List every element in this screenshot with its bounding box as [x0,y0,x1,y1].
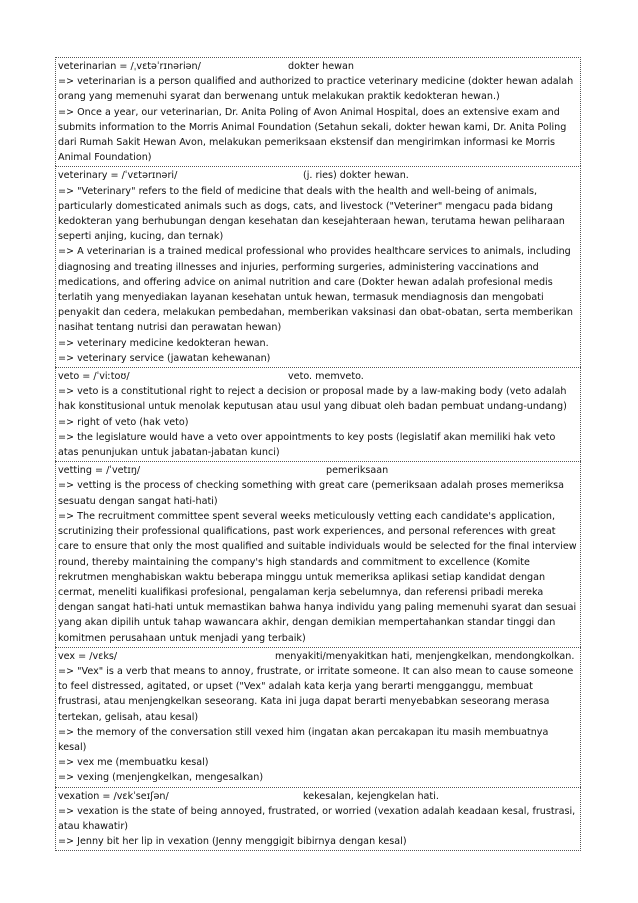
entry-term: vetting = /ˈvetɪŋ/ [58,465,141,477]
entry-line: => veterinary service (jawatan kehewanan) [58,352,271,364]
entry-line: => veto is a constitutional right to reject a decision or proposal made by a law-making body (veto adalah hak konstitusional untuk menolak keputusan atau usul yang dibuat oleh badan pembuat undang-undang) [58,386,567,413]
entry-vexation [55,787,581,852]
entry-translation: veto. memveto. [288,371,364,383]
entry-term: veto = /ˈviːtoʊ/ [58,371,130,383]
entry-veterinarian [55,57,581,166]
entry-translation: menyakiti/menyakitkan hati, menjengkelkan, mendongkolkan. [275,650,575,662]
entry-term: veterinary = /ˈvɛtərɪnəri/ [58,170,178,182]
entry-line: => vexation is the state of being annoyed, frustrated, or worried (vexation adalah keadaan kesal, frustrasi, atau khawatir) [58,805,576,832]
entry-term: vex = /vɛks/ [58,650,118,662]
entry-line: => Once a year, our veterinarian, Dr. Anita Poling of Avon Animal Hospital, does an extensive exam and submits information to the Morris Animal Foundation (Setahun sekali, dokter hewan kami, Dr. Anita Poling dari Rumah Sakit Hewan Avon, melakukan pemeriksaan ekstensif dan mengirimkan informasi ke Morris Animal Foundation) [58,106,567,164]
entry-line: => The recruitment committee spent several weeks meticulously vetting each candidate's application, scrutinizing their professional qualifications, past work experiences, and personal references with great care to ensure that only the most qualified and suitable individuals would be selected for the final interview round, thereby maintaining the company's high standards and commitment to excellence (Komite rekrutmen menghabiskan waktu beberapa minggu untuk memeriksa aplikasi setiap kandidat dengan cermat, meneliti kualifikasi profesional, pengalaman kerja sebelumnya, dan referensi pribadi mereka dengan sangat hati-hati untuk memastikan bahwa hanya individu yang paling memenuhi syarat dan sesuai yang akan dipilih untuk tahap wawancara akhir, dengan demikian mempertahankan standar tinggi dan komitmen perusahaan untuk menjadi yang terbaik) [58,510,577,644]
entry-term: veterinarian = /ˌvɛtəˈrɪnəriən/ [58,61,201,72]
entry-line: => "Vex" is a verb that means to annoy, frustrate, or irritate someone. It can also mean to cause someone to feel distressed, agitated, or upset ("Vex" adalah kata kerja yang berarti mengganggu, membuat frustrasi, atau menjengkelkan seseorang. Kata ini juga dapat berarti menyebabkan seseorang merasa tertekan, gelisah, atau kesal) [58,665,574,723]
entry-line: => veterinary medicine kedokteran hewan. [58,337,269,349]
entry-header [58,463,578,478]
entry-line: => vexing (menjengkelkan, mengesalkan) [58,772,264,784]
entry-translation: (j. ries) dokter hewan. [303,170,409,182]
entry-line: => veterinarian is a person qualified and authorized to practice veterinary medicine (dokter hewan adalah orang yang memenuhi syarat dan berwenang untuk melakukan praktik kedokteran hewan.) [58,76,574,103]
entry-translation: kekesalan, kejengkelan hati. [303,790,439,802]
entry-line: => the legislature would have a veto over appointments to key posts (legislatif akan memiliki hak veto atas penunjukan untuk jabatan-jabatan kunci) [58,431,556,459]
entry-line: => vetting is the process of checking something with great care (pemeriksaan adalah proses memeriksa sesuatu dengan sangat hati-hati) [58,480,565,507]
glossary-page [55,57,581,851]
entry-translation: dokter hewan [288,61,354,72]
entry-translation: pemeriksaan [326,465,389,477]
entry-line: => the memory of the conversation still vexed him (ingatan akan percakapan itu masih membuatnya kesal) [58,726,549,753]
entry-line: => "Veterinary" refers to the field of medicine that deals with the health and well-being of animals, particularly domesticated animals such as dogs, cats, and livestock ("Veteriner" mengacu pada bidang kedokteran yang berhubungan dengan kesehatan dan kesejahteraan hewan, terutama hewan peliharaan seperti anjing, kucing, dan ternak) [58,185,565,243]
entry-term: vexation = /vɛkˈseɪʃən/ [58,790,169,802]
entry-veterinary [55,166,581,367]
entry-vetting [55,461,581,646]
entry-line: => vex me (membuatku kesal) [58,757,209,769]
entry-header [58,789,578,804]
entry-header [58,168,578,183]
entry-vex [55,647,581,787]
entry-line: => A veterinarian is a trained medical professional who provides healthcare services to animals, including diagnosing and treating illnesses and injuries, performing surgeries, administering vaccinations and medications, and offering advice on animal nutrition and care (Dokter hewan adalah profesional medis terlatih yang menyediakan layanan kesehatan untuk hewan, termasuk mendiagnosis dan mengobati penyakit dan cedera, melakukan pembedahan, memberikan vaksinasi dan obat-obatan, serta memberikan nasihat tentang nutrisi dan perawatan hewan) [58,246,573,334]
entry-header [58,649,578,664]
entry-header [58,369,578,384]
entry-line: => Jenny bit her lip in vexation (Jenny menggigit bibirnya dengan kesal) [58,836,407,848]
entry-header [58,59,578,74]
entry-line: => right of veto (hak veto) [58,416,189,428]
entry-veto [55,367,581,461]
